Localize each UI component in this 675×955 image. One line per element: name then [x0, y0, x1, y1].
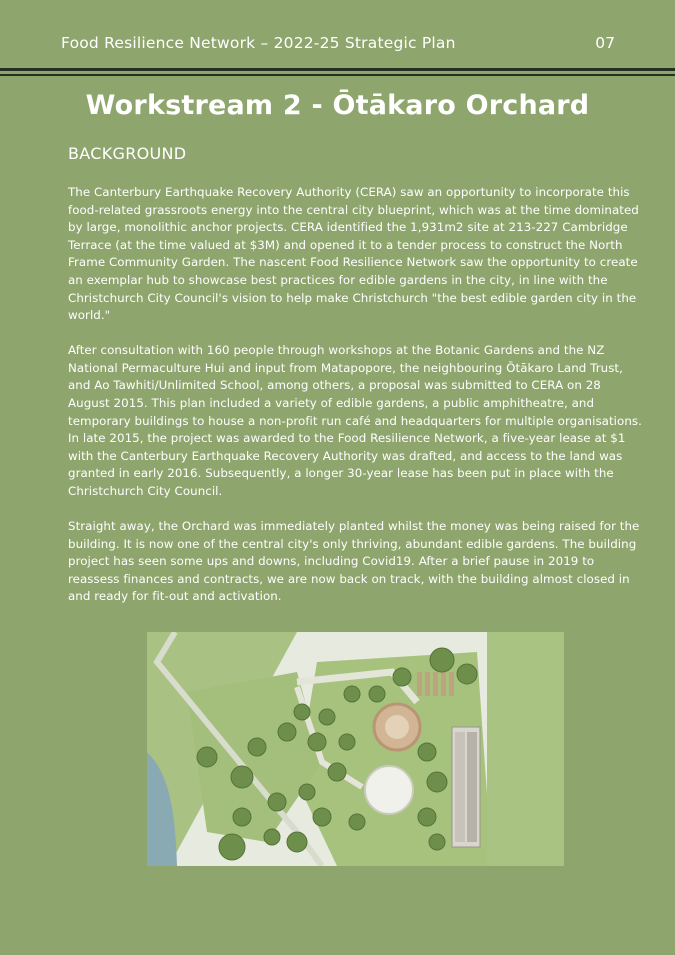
site-plan-illustration: [147, 632, 564, 866]
header-rule-thin: [0, 74, 675, 76]
document-title: Food Resilience Network – 2022-25 Strategic Plan: [61, 34, 456, 52]
site-plan-image: [147, 632, 564, 866]
page-title: Workstream 2 - Ōtākaro Orchard: [85, 90, 590, 121]
header-rule-thick: [0, 68, 675, 71]
body-text: [68, 184, 643, 624]
page-number: 07: [595, 34, 615, 52]
page-header: [0, 0, 675, 68]
paragraph: The Canterbury Earthquake Recovery Authority (CERA) saw an opportunity to incorporate this food-related grassroots energy into the central city blueprint, which was at the time dominated by large, monolithic anchor projects. CERA identified the 1,931m2 site at 213-227 Cambridge Terrace (at the time valued at $3M) and opened it to a tender process to construct the North Frame Community Garden. The nascent Food Resilience Network saw the opportunity to create an exemplar hub to showcase best practices for edible gardens in the city, in line with the Christchurch City Council's vision to help make Christchurch "the best edible garden city in the world.": [68, 185, 639, 323]
section-heading: BACKGROUND: [68, 144, 187, 163]
paragraph: Straight away, the Orchard was immediately planted whilst the money was being raised for the building. It is now one of the central city's only thriving, abundant edible gardens. The building project has seen some ups and downs, including Covid19. After a brief pause in 2019 to reassess finances and contracts, we are now back on track, with the building almost closed in and ready for fit-out and activation.: [68, 519, 640, 604]
paragraph: After consultation with 160 people through workshops at the Botanic Gardens and the NZ National Permaculture Hui and input from Matapopore, the neighbouring Ōtākaro Land Trust, and Ao Tawhiti/Unlimited School, among others, a proposal was submitted to CERA on 28 August 2015. This plan included a variety of edible gardens, a public amphitheatre, and temporary buildings to house a non-profit run café and headquarters for multiple organisations. In late 2015, the project was awarded to the Food Resilience Network, a five-year lease at $1 with the Canterbury Earthquake Recovery Authority was drafted, and access to the land was granted in early 2016. Subsequently, a longer 30-year lease has been put in place with the Christchurch City Council.: [68, 343, 642, 498]
